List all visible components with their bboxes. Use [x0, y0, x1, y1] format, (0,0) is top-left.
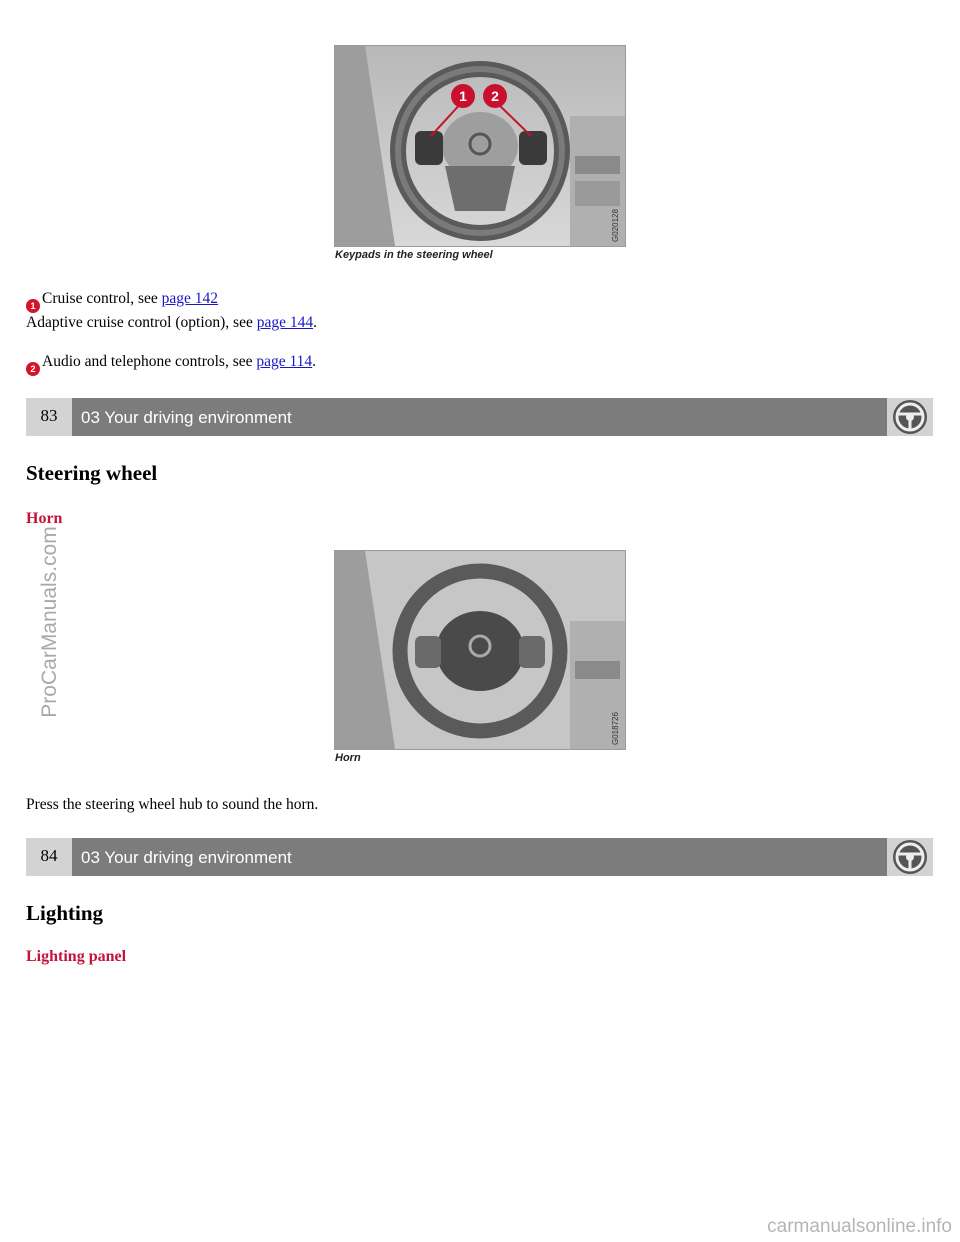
figure-steering-keypads — [334, 45, 626, 261]
chapter-title: 03 Your driving environment — [81, 848, 292, 867]
list-item-cruise-control: 1 Cruise control, see page 142 — [26, 289, 218, 313]
callout-badge-2: 2 — [26, 362, 40, 376]
subheading-horn: Horn — [26, 510, 63, 527]
figure-horn — [334, 550, 626, 764]
watermark-procarmanuals: ProCarManuals.com — [38, 526, 61, 718]
page-number: 84 — [26, 838, 72, 876]
page-number: 83 — [26, 398, 72, 436]
callout-2-label: 2 — [491, 88, 499, 104]
list-item-adaptive-cruise: Adaptive cruise control (option), see page 144. — [26, 314, 317, 331]
link-page-142[interactable]: page 142 — [161, 290, 219, 307]
figure2-caption: Horn — [335, 752, 361, 764]
chapter-bar-84 — [26, 838, 933, 876]
figure1-code: G020128 — [611, 209, 620, 242]
heading-steering-wheel: Steering wheel — [26, 461, 158, 485]
link-page-114[interactable]: page 114 — [256, 353, 313, 370]
horn-instruction: Press the steering wheel hub to sound the horn. — [26, 796, 319, 813]
steering-wheel-icon — [892, 839, 928, 875]
figure2-code: G018726 — [611, 712, 620, 745]
steering-wheel-icon — [892, 399, 928, 435]
steering-wheel-keypads-image — [334, 45, 626, 247]
heading-lighting: Lighting — [26, 901, 104, 925]
callout-badge-1: 1 — [26, 299, 40, 313]
link-page-144[interactable]: page 144 — [256, 314, 314, 331]
horn-image — [334, 550, 626, 750]
watermark-carmanualsonline: carmanualsonline.info — [767, 1216, 952, 1237]
callout-1-label: 1 — [459, 88, 467, 104]
subheading-lighting-panel: Lighting panel — [26, 948, 127, 965]
figure1-caption: Keypads in the steering wheel — [335, 249, 493, 261]
chapter-bar-83 — [26, 398, 933, 436]
list-item-audio-controls: 2 Audio and telephone controls, see page 114. — [26, 352, 316, 376]
chapter-title: 03 Your driving environment — [81, 408, 292, 427]
